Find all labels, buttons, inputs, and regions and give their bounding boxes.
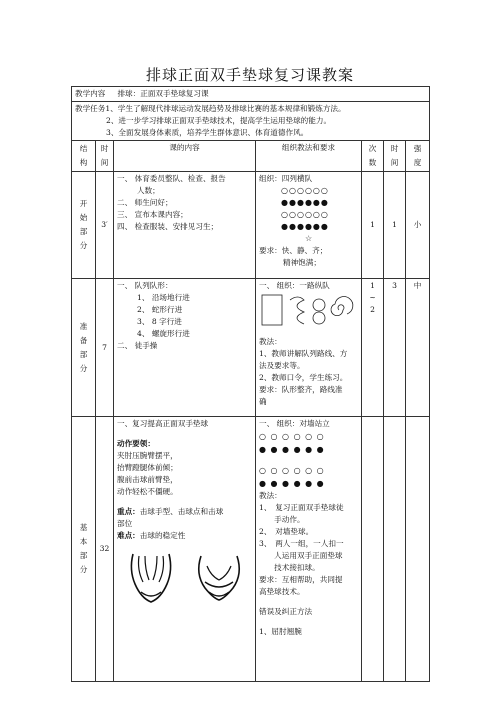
- method-line: 1、 复习正面双手垫球徒: [259, 503, 344, 512]
- focus-text-cont: 部位: [117, 519, 133, 528]
- task-item: 1、学生了解现代排球运动发展趋势及排球比赛的基本规律和锻炼方法。: [105, 104, 346, 113]
- method-line: 教法：: [259, 491, 282, 500]
- content-line: 2、 蛇形行进: [137, 305, 183, 314]
- method-line: 1、屈肘翘腕: [259, 627, 302, 636]
- method-line: 手动作。: [259, 515, 305, 524]
- difficulty-label: 难点：: [117, 531, 140, 540]
- section-row-basic: [72, 417, 430, 682]
- section-name: 基本部分: [79, 523, 88, 574]
- content-value: 排球：正面双手垫球复习课: [117, 89, 209, 98]
- method-line: 确: [259, 397, 267, 406]
- content-line: 4、 螺旋形行进: [137, 329, 190, 338]
- header-content: 课的内容: [114, 141, 256, 172]
- method-line: 法及要求等。: [259, 361, 305, 370]
- formation-row: ●●●●●●: [281, 222, 329, 231]
- focus-text: 击球手型、击球点和击球: [139, 507, 224, 516]
- content-line: 一、 队列队形：: [117, 281, 173, 290]
- method-line: 错误及纠正方法: [259, 607, 313, 616]
- content-line: 二、 师生问好；: [117, 198, 173, 207]
- method-line: 要求：队形整齐，路线准: [259, 385, 343, 394]
- section-time: 32: [96, 417, 114, 682]
- formation-row: ○○○○○○: [281, 210, 329, 219]
- section-time: 7: [96, 279, 114, 417]
- hand-grip-figure-icon: [191, 552, 247, 610]
- route-diagram-icon: [259, 292, 359, 332]
- method-req: 要求：快、静、齐；: [259, 246, 328, 255]
- tasks-label: 教学任务: [75, 104, 106, 113]
- key-point: 动作轻松不僵硬。: [117, 487, 178, 496]
- formation-row: ○ ○ ○ ○ ○ ○: [259, 432, 325, 441]
- content-label: 教学内容: [75, 89, 106, 98]
- key-point: 抬臂蹬腿体前倾；: [117, 463, 178, 472]
- page-title: 排球正面双手垫球复习课教案: [145, 66, 354, 84]
- section-time: 3′: [96, 172, 114, 279]
- content-line: 二、 徒手操: [117, 341, 158, 350]
- difficulty-text: 击球的稳定性: [139, 531, 186, 540]
- section-intensity: 小: [406, 172, 430, 279]
- header-count: 次数: [368, 144, 377, 167]
- method-line: 2、教师口令，学生练习。: [259, 373, 348, 382]
- section-count: 1: [362, 172, 384, 279]
- content-line: 人数；: [137, 186, 160, 195]
- header-structure: 结构: [79, 144, 88, 167]
- method-line: 要求：互相帮助，共同提: [259, 575, 343, 584]
- focus-label: 重点：: [117, 507, 140, 516]
- method-org: 一、 组织：对墙站立: [259, 419, 330, 428]
- lesson-plan-table: [71, 86, 430, 682]
- formation-row: ○ ○ ○ ○ ○ ○: [259, 466, 325, 475]
- teacher-star-icon: ☆: [305, 234, 314, 243]
- content-line: 四、 检查服装、安排见习生；: [117, 222, 219, 231]
- section-name: 准备部分: [79, 321, 88, 373]
- header-intensity: 强度: [413, 144, 422, 167]
- section-duration: 1: [384, 172, 406, 279]
- content-line: 一、复习提高正面双手垫球: [117, 419, 209, 428]
- method-line: 1、教师讲解队列路线、方: [259, 349, 348, 358]
- tasks-row: [72, 102, 430, 141]
- key-point: 夹肘压腕臂摆平，: [117, 451, 178, 460]
- key-points-title: 动作要领：: [117, 439, 155, 448]
- section-intensity: 中: [406, 279, 430, 417]
- method-line: 技术接扣球。: [259, 563, 320, 572]
- key-point: 腹前击球前臂垫，: [117, 475, 178, 484]
- method-line: 教法：: [259, 337, 282, 346]
- section-row-opening: [72, 172, 430, 279]
- section-count: 1 ~ 2: [362, 279, 384, 417]
- header-time: 时间: [100, 144, 109, 167]
- task-item: 3、全面发展身体素质，培养学生群体意识、体育道德作风。: [106, 128, 309, 137]
- method-org: 一、 组织：一路纵队: [259, 281, 330, 290]
- content-line: 3、 8 字行进: [137, 317, 182, 326]
- method-line: 3、 两人一组，一人扣一: [259, 539, 344, 548]
- method-org: 组织：四列横队: [259, 174, 313, 183]
- task-item: 2、进一步学习排球正面双手垫球技术，提高学生运用垫球的能力。: [106, 116, 332, 125]
- hand-grip-figure-icon: [125, 552, 177, 610]
- header-method: 组织教法和要求: [256, 141, 362, 172]
- section-name: 开始部分: [79, 199, 88, 250]
- header-row: [72, 141, 430, 172]
- content-line: 一、 体育委员整队、检查、报告: [117, 174, 226, 183]
- method-line: 人运用双手正面垫球: [259, 551, 343, 560]
- section-row-preparation: [72, 279, 430, 417]
- section-duration: 3: [384, 279, 406, 417]
- header-duration: 时间: [390, 144, 399, 167]
- formation-row: ○○○○○○: [281, 186, 329, 195]
- method-line: 2、 对墙垫球。: [259, 527, 314, 536]
- formation-row: ● ● ● ● ● ●: [259, 445, 325, 454]
- formation-row: ●●●●●●: [281, 198, 329, 207]
- content-line: 三、 宣布本课内容；: [117, 210, 188, 219]
- content-line: 1、 沿场地行进: [137, 293, 190, 302]
- method-line: 高垫球技术。: [259, 587, 305, 596]
- method-req: 精神饱满；: [283, 258, 321, 267]
- content-row: [72, 87, 430, 102]
- formation-row: ● ● ● ● ● ●: [259, 479, 325, 488]
